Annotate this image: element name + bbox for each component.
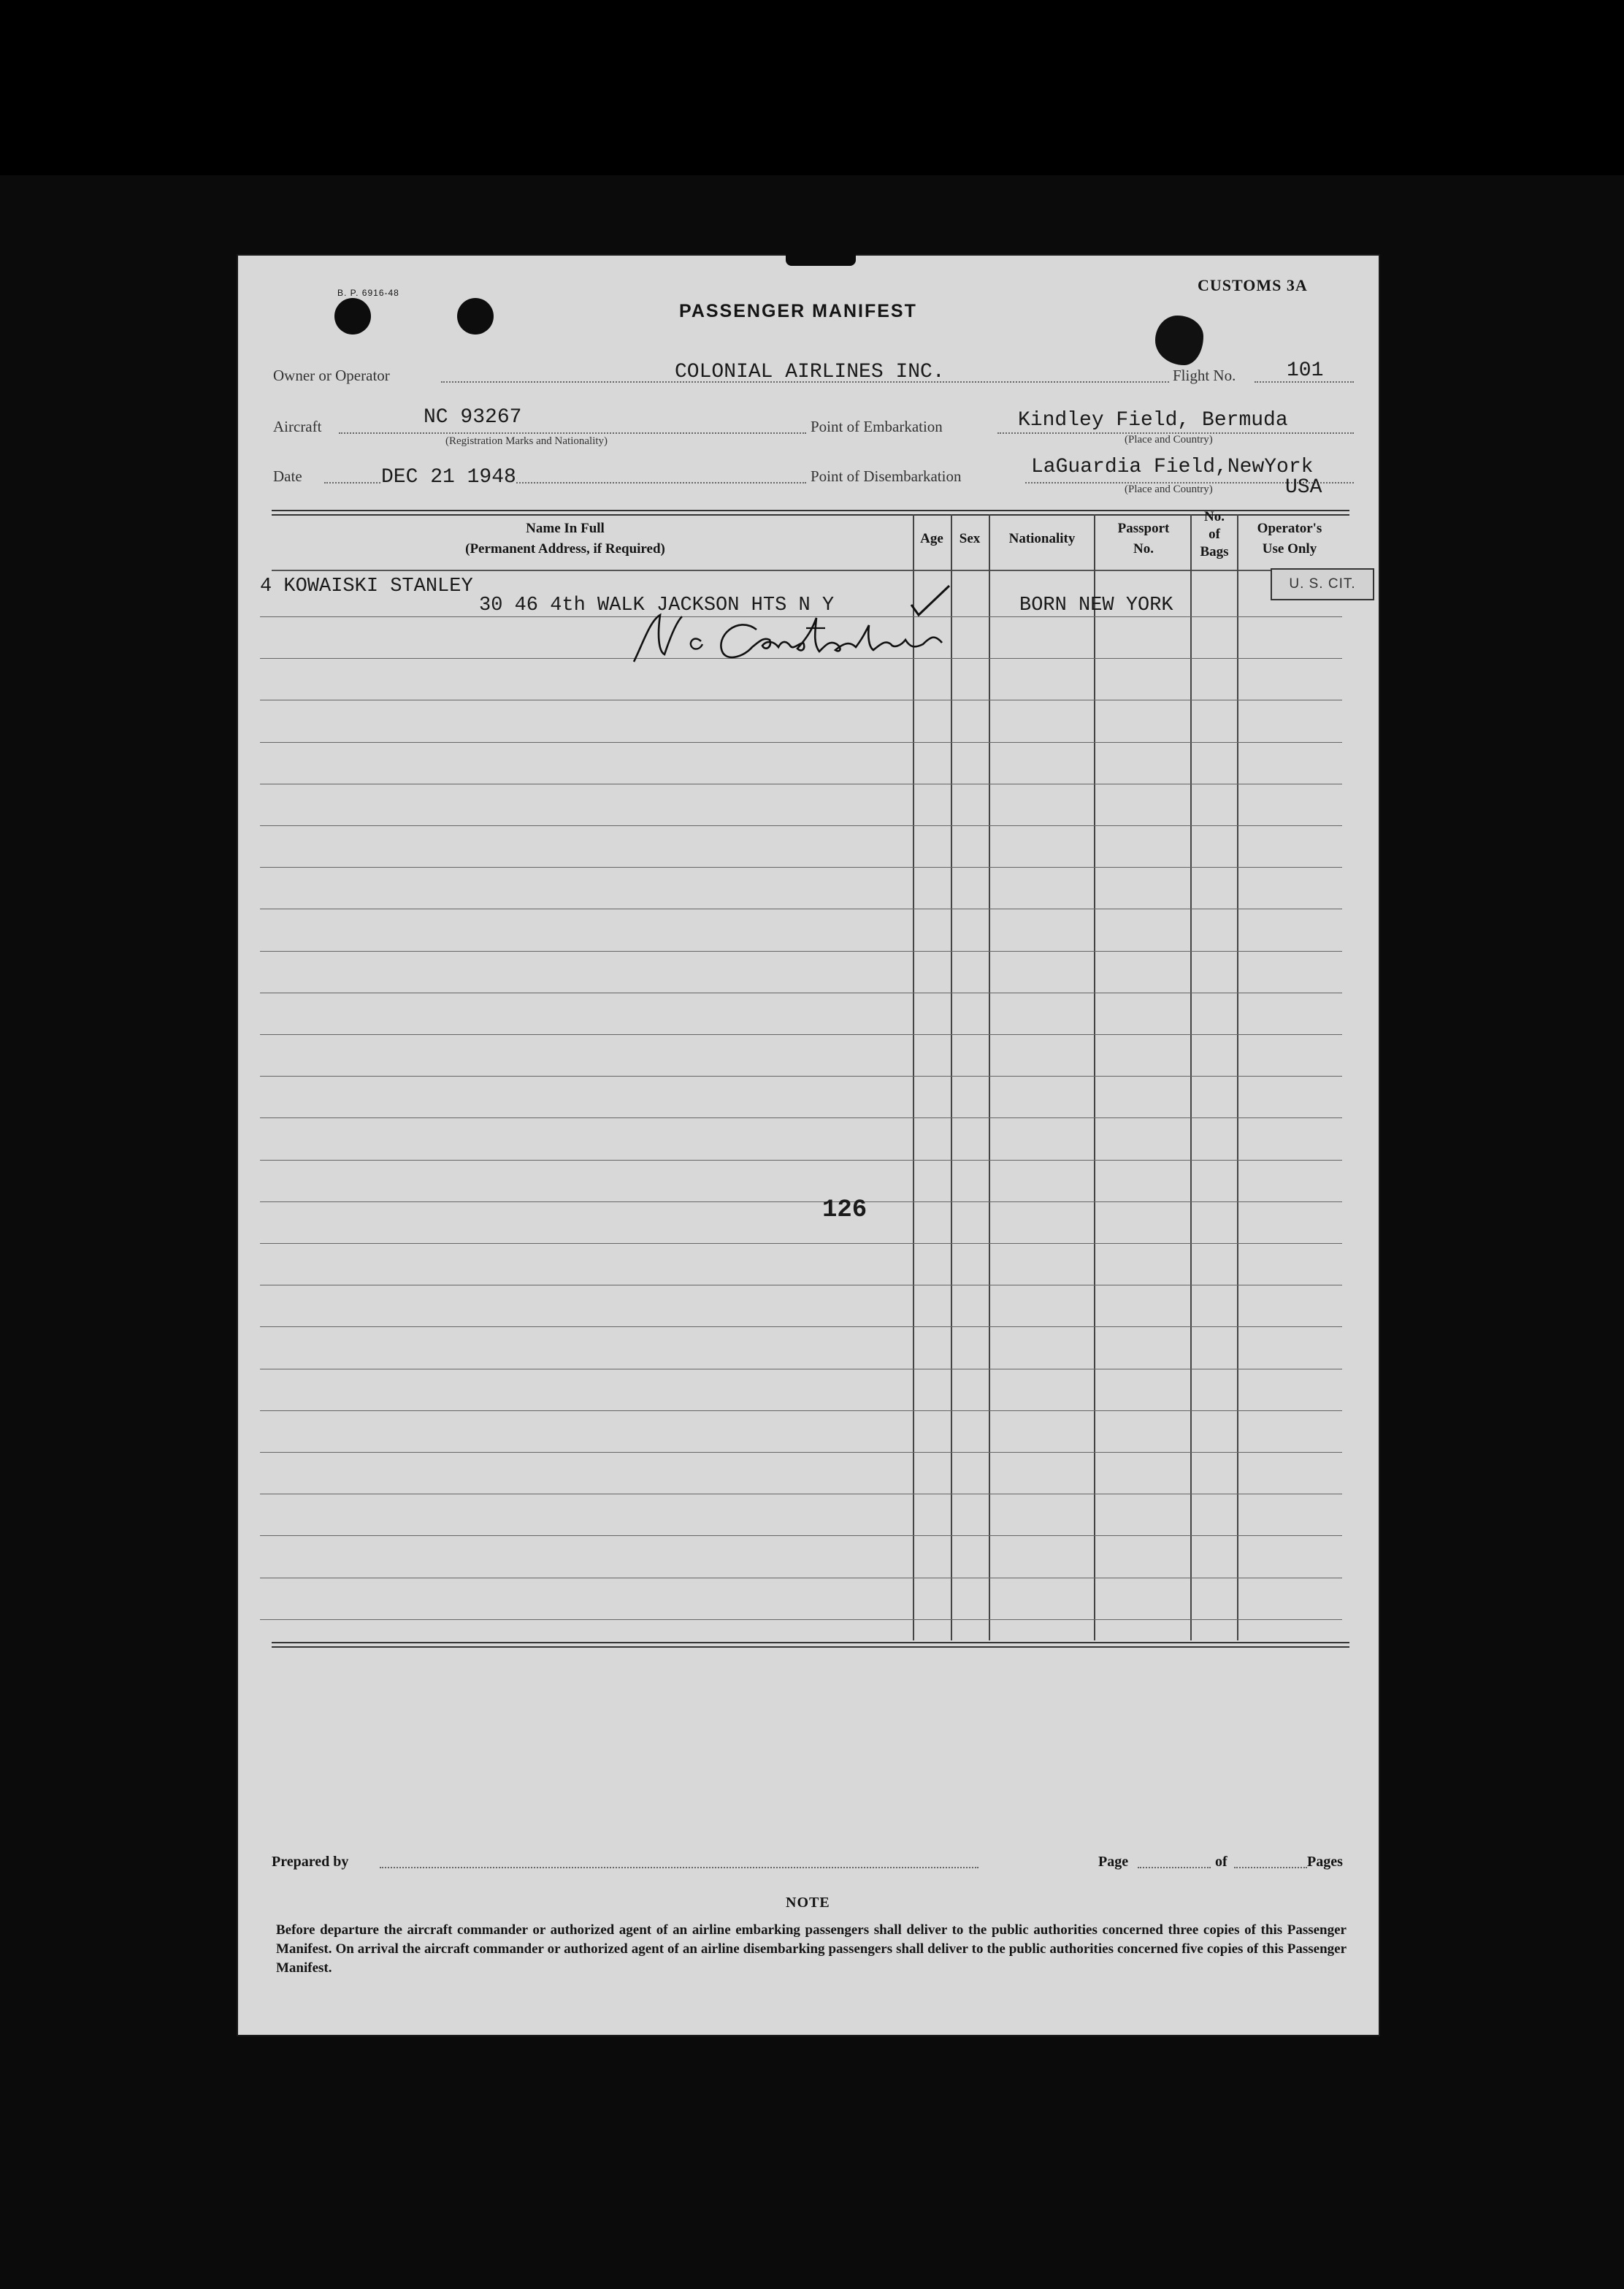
table-row-rule [260, 1034, 1342, 1035]
date-label: Date [273, 467, 302, 485]
form-number: B. P. 6916-48 [337, 288, 399, 298]
table-row-rule [260, 1326, 1342, 1327]
table-top-rule-2 [272, 514, 1349, 516]
punch-hole-left [334, 298, 371, 335]
table-row-rule [260, 1452, 1342, 1453]
customs-label: CUSTOMS 3A [1198, 276, 1308, 294]
age-column-header: Age [920, 531, 943, 546]
nationality-column-header: Nationality [1008, 531, 1076, 546]
aircraft-dotted-line [339, 432, 806, 434]
disembarkation-caption: (Place and Country) [1125, 484, 1213, 495]
table-row-rule [260, 825, 1342, 826]
passport-column-divider [1094, 514, 1095, 1640]
aircraft-label: Aircraft [273, 418, 322, 435]
table-bottom-rule [272, 1642, 1349, 1643]
table-row-rule [260, 951, 1342, 952]
bags-column-header [1192, 508, 1237, 561]
note-text: Before departure the aircraft commander or authorized agent of an airline embarking passengers shall deliver to the public authorities concerned three copies of this Passenger Manifest. On arrival the aircraft commander or authorized agent of an airline disembarking passengers shall deliver to the public authorities concerned five copies of this Passenger Manifest. [276, 1922, 1347, 1976]
owner-label: Owner or Operator [273, 367, 390, 384]
ink-blot [1155, 316, 1203, 365]
header-bottom-rule [272, 570, 1349, 571]
name-column-header [383, 519, 748, 559]
prepared-by-line [380, 1867, 978, 1868]
operator-header-line1: Operator's [1257, 521, 1322, 536]
page-title: PASSENGER MANIFEST [679, 301, 917, 321]
date-value: DEC 21 1948 [381, 466, 516, 489]
table-top-rule [272, 510, 1349, 511]
table-row-rule [260, 1076, 1342, 1077]
bags-header-line2: of [1209, 527, 1220, 542]
pages-label: Pages [1307, 1854, 1343, 1870]
table-bottom-rule-2 [272, 1646, 1349, 1648]
table-row-rule [260, 1160, 1342, 1161]
table-row-rule [260, 867, 1342, 868]
aircraft-value: NC 93267 [424, 406, 522, 429]
bags-column-divider [1190, 514, 1192, 1640]
sex-column-divider [951, 514, 952, 1640]
disembarkation-value: LaGuardia Field,NewYork [1031, 456, 1314, 478]
name-header-line1: Name In Full [526, 521, 605, 536]
operator-column-header [1238, 519, 1341, 559]
page-label: Page [1098, 1854, 1129, 1870]
passport-header-line2: No. [1133, 541, 1154, 557]
scan-background [0, 0, 1624, 175]
punch-hole-center [457, 298, 494, 335]
table-row-rule [260, 1117, 1342, 1118]
disembarkation-country: USA [1285, 476, 1322, 499]
table-row-rule [260, 1201, 1342, 1202]
passenger-nationality: BORN NEW YORK [1019, 595, 1173, 616]
page-number-line [1138, 1867, 1211, 1868]
prepared-by-label: Prepared by [272, 1854, 349, 1870]
age-column-divider [913, 514, 914, 1640]
us-citizen-stamp: U. S. CIT. [1271, 568, 1374, 600]
embarkation-value: Kindley Field, Bermuda [1018, 409, 1288, 432]
bags-header-line1: No. [1204, 509, 1225, 524]
page-mark-number: 126 [822, 1196, 867, 1224]
handwritten-signature [628, 608, 1008, 666]
table-row-rule [260, 742, 1342, 743]
table-row-rule [260, 1535, 1342, 1536]
paper-notch [786, 250, 856, 266]
flight-label: Flight No. [1170, 367, 1238, 385]
disembarkation-label: Point of Disembarkation [811, 467, 962, 485]
passport-column-header [1095, 519, 1192, 559]
of-label: of [1215, 1854, 1227, 1870]
table-row-rule [260, 1410, 1342, 1411]
operator-header-line2: Use Only [1262, 541, 1317, 557]
note-title: NOTE [786, 1895, 830, 1911]
table-row-rule [260, 1619, 1342, 1620]
flight-value: 101 [1287, 359, 1324, 382]
owner-value: COLONIAL AIRLINES INC. [675, 361, 945, 383]
nationality-column-divider [989, 514, 990, 1640]
name-header-line2: (Permanent Address, if Required) [465, 541, 665, 557]
sex-column-header: Sex [959, 531, 981, 546]
passport-header-line1: Passport [1117, 521, 1170, 536]
page-total-line [1234, 1867, 1307, 1868]
bags-header-line3: Bags [1200, 544, 1229, 559]
table-row-rule [260, 1243, 1342, 1244]
manifest-sheet [237, 254, 1380, 2036]
passenger-address: 30 46 4th WALK JACKSON HTS N Y [479, 595, 835, 616]
passenger-name: 4 KOWAISKI STANLEY [260, 576, 473, 597]
embarkation-label: Point of Embarkation [811, 418, 943, 435]
embarkation-caption: (Place and Country) [1125, 434, 1213, 446]
operator-column-divider [1237, 514, 1238, 1640]
aircraft-caption: (Registration Marks and Nationality) [445, 435, 608, 447]
